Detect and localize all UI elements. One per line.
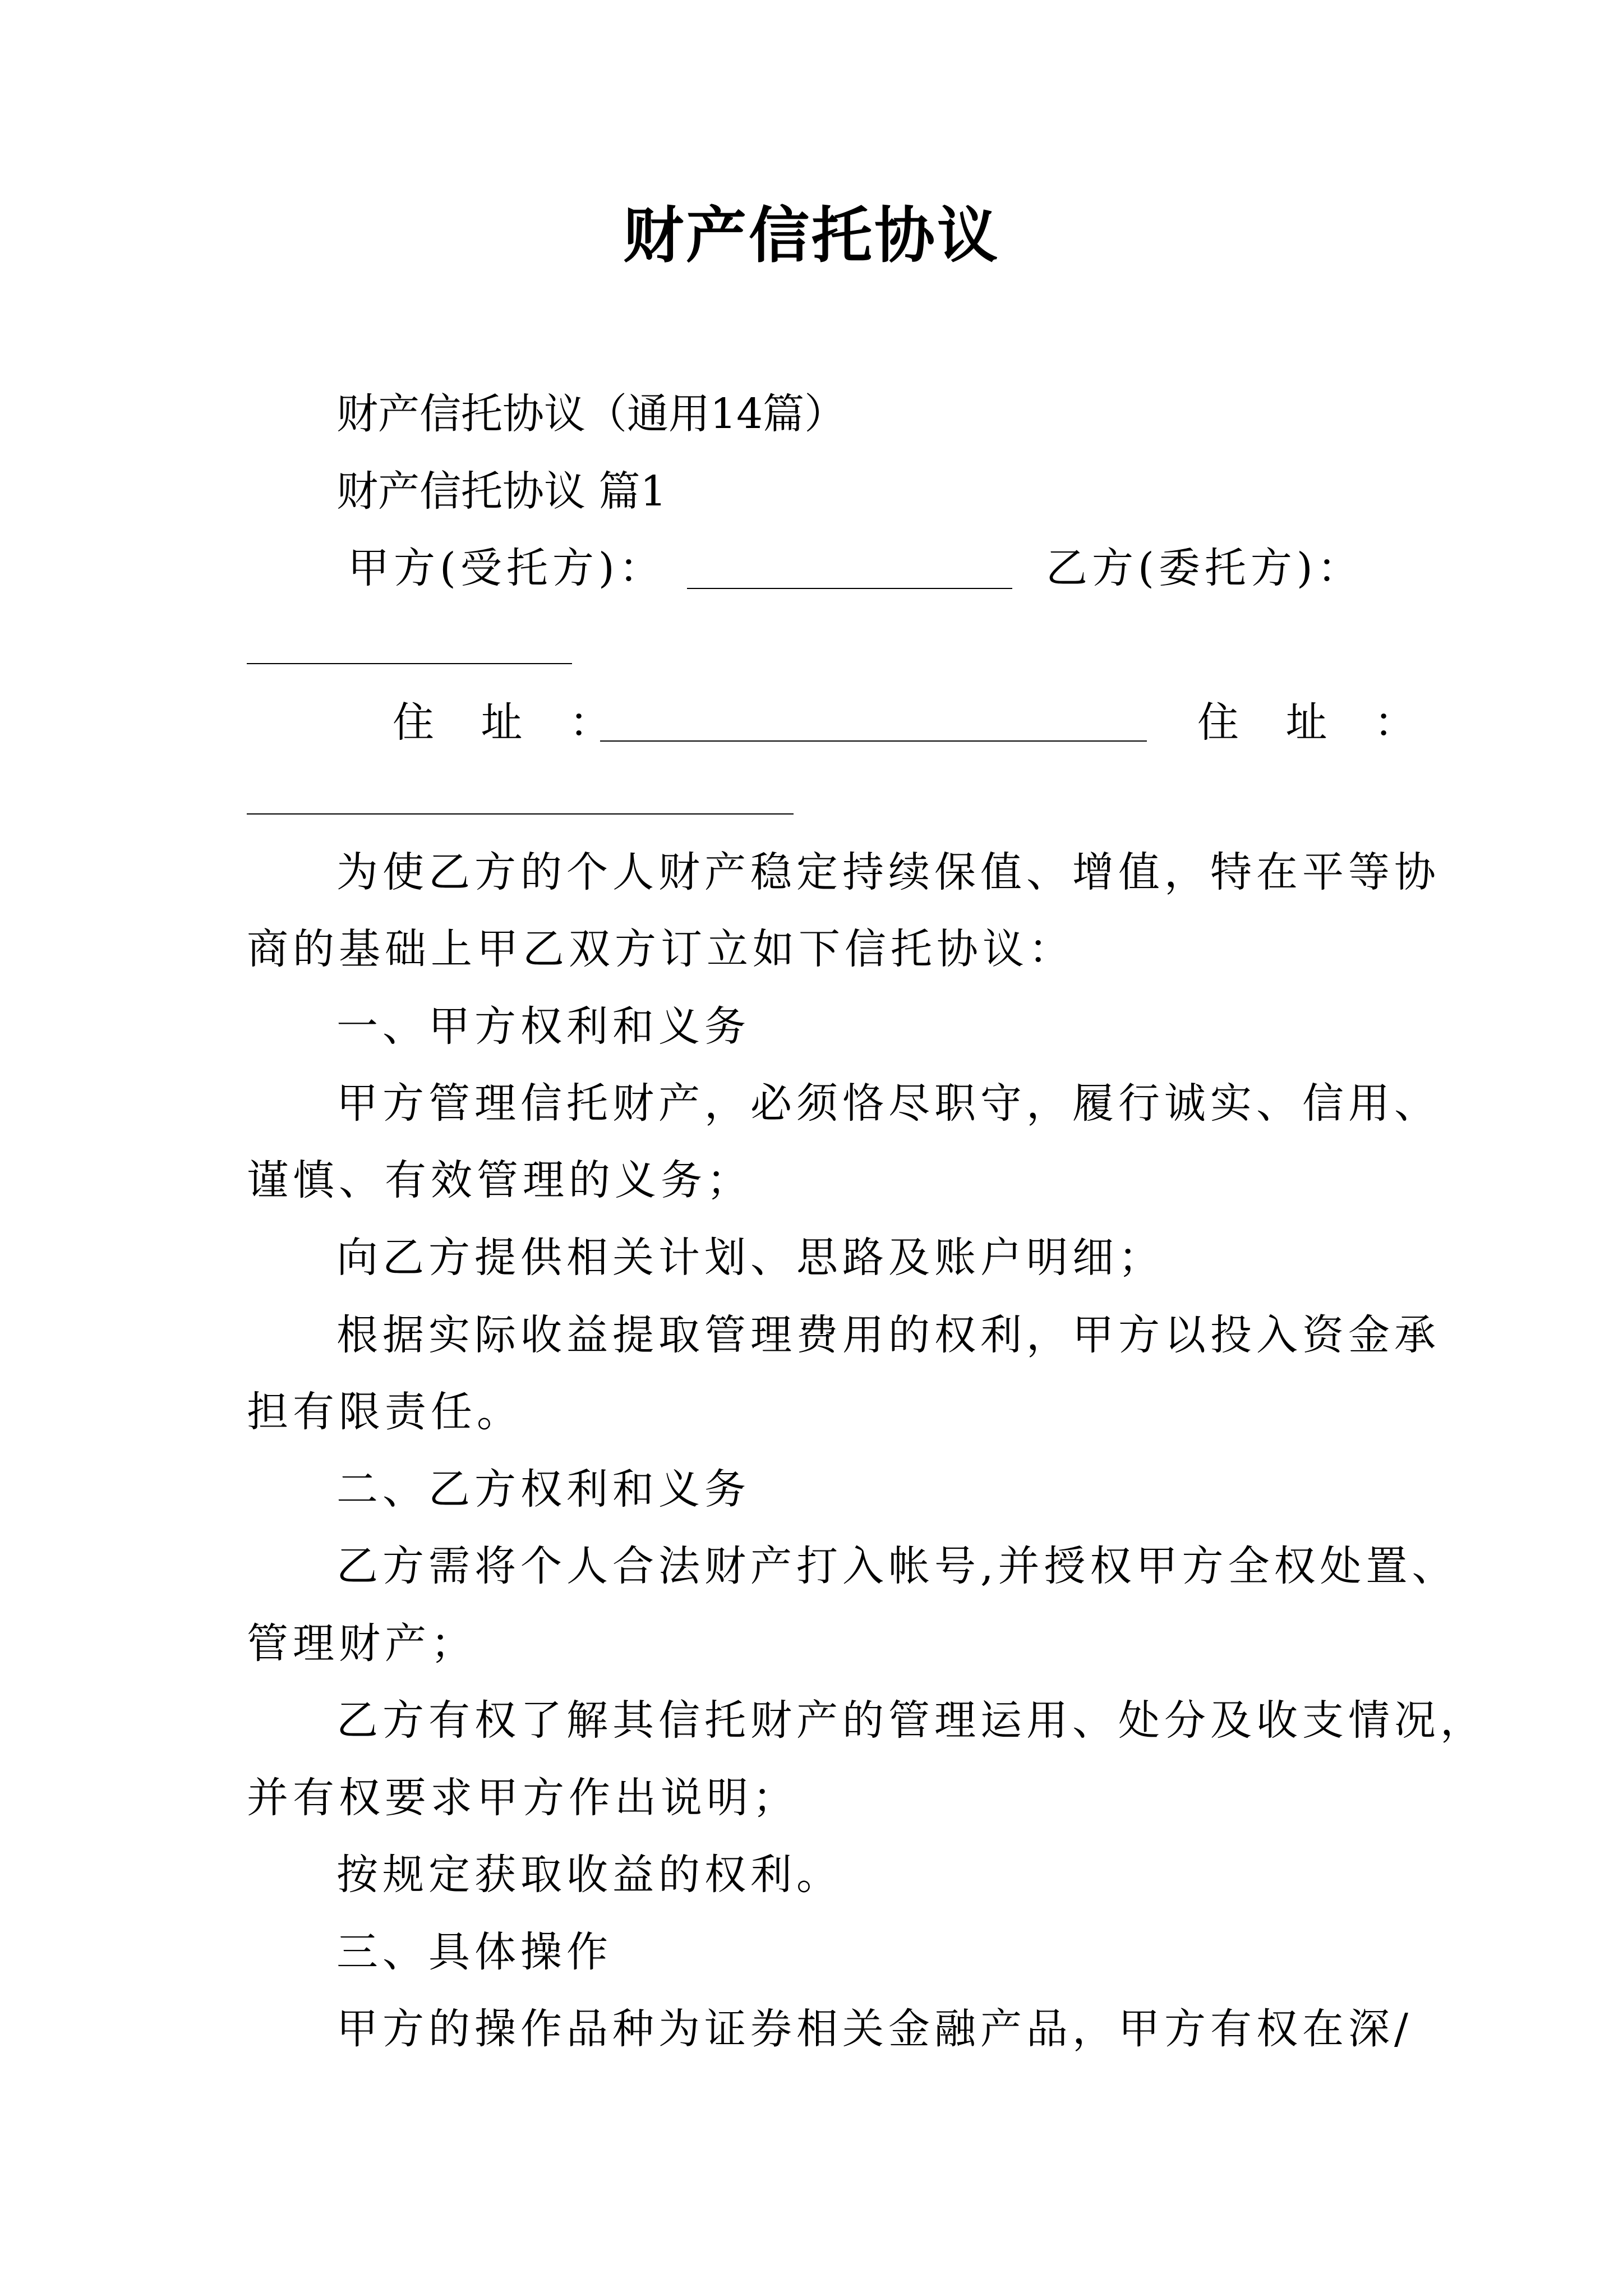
paragraph-line: 甲方的操作品种为证券相关金融产品，甲方有权在深/ [336, 2005, 1413, 2053]
paragraph-line: 乙方需将个人合法财产打入帐号,并授权甲方全权处置、 [336, 1542, 1458, 1590]
paragraph-line: 为使乙方的个人财产稳定持续保值、增值，特在平等协 [336, 848, 1440, 896]
paragraph-line: 向乙方提供相关计划、思路及账户明细； [336, 1234, 1164, 1282]
party-a-label: 甲方(受托方)： [348, 544, 665, 592]
paragraph-line: 并有权要求甲方作出说明； [247, 1774, 799, 1822]
paragraph-line: 管理财产； [247, 1619, 477, 1668]
section-heading-a: 一、甲方权利和义务 [336, 1002, 750, 1051]
section-heading-c: 三、具体操作 [336, 1928, 612, 1976]
party-b-blank[interactable] [247, 663, 572, 664]
document-subtitle: 财产信托协议（通用14篇） [336, 390, 846, 438]
paragraph-line: 甲方管理信托财产，必须恪尽职守，履行诚实、信用、 [336, 1079, 1440, 1128]
section-heading: 财产信托协议 篇1 [336, 467, 667, 516]
party-b-label: 乙方(委托方)： [1046, 544, 1363, 592]
paragraph-line: 根据实际收益提取管理费用的权利，甲方以投入资金承 [336, 1311, 1440, 1359]
paragraph-line: 按规定获取收益的权利。 [336, 1851, 842, 1899]
address-label-b: 住 址 ： [1197, 698, 1433, 747]
party-a-blank[interactable] [687, 588, 1012, 589]
paragraph-line: 商的基础上甲乙双方订立如下信托协议： [247, 925, 1075, 973]
paragraph-line: 乙方有权了解其信托财产的管理运用、处分及收支情况， [336, 1696, 1486, 1745]
paragraph-line: 担有限责任。 [247, 1388, 523, 1436]
address-label-a: 住 址 ： [393, 698, 628, 747]
section-heading-b: 二、乙方权利和义务 [336, 1465, 750, 1513]
document-title: 财产信托协议 [623, 200, 1000, 271]
address-b-blank[interactable] [247, 813, 794, 815]
paragraph-line: 谨慎、有效管理的义务； [247, 1156, 753, 1204]
address-a-blank[interactable] [600, 740, 1147, 742]
